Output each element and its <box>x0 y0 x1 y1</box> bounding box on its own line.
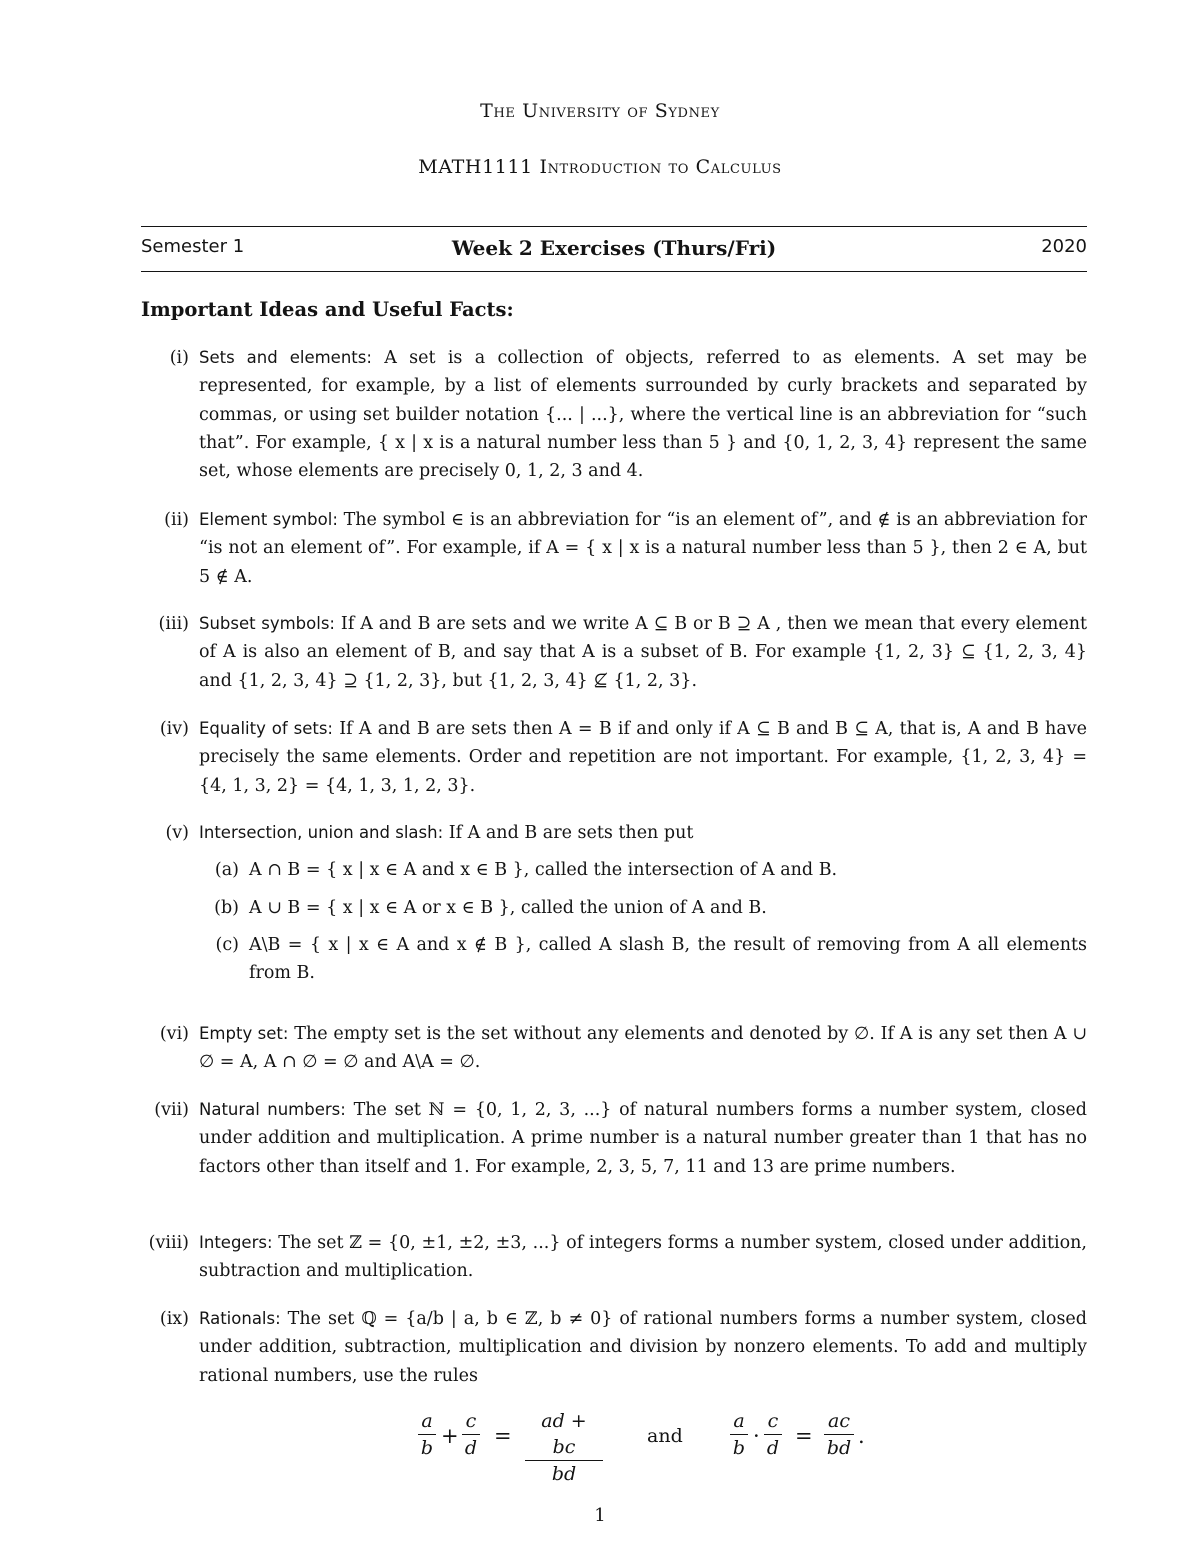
item-number: (vi) <box>159 1024 189 1044</box>
sub-item-text: A ∩ B = { x | x ∈ A and x ∈ B }, called the intersection of A and B. <box>249 860 838 881</box>
item-text: If A and B are sets then put <box>448 823 694 843</box>
rational-rules-formula <box>0 1408 1200 1485</box>
item-number: (i) <box>169 348 189 368</box>
denominator: b <box>732 1437 746 1459</box>
page-number: 1 <box>594 1505 606 1526</box>
fraction-product-result <box>824 1408 854 1461</box>
course-title: MATH1111 Introduction to Calculus <box>418 156 782 178</box>
numerator: a <box>418 1408 436 1435</box>
fraction-c-over-d <box>462 1408 480 1461</box>
sub-list-item <box>199 931 1087 988</box>
and-word: and <box>647 1425 683 1447</box>
item-body <box>199 1229 1087 1286</box>
equals-sign: = <box>494 1424 512 1448</box>
item-text: A set is a collection of objects, referred to as elements. A set may be represented, for example, by a list of elements surrounded by curly brackets and separated by commas, or using set builder notation {... | ...}, where the vertical line is an abbreviation for “such that”. For example, { x | x is a natural number less than 5 } and {0, 1, 2, 3, 4} represent the same set, whose elements are precisely 0, 1, 2, 3 and 4. <box>199 348 1087 482</box>
denominator: b <box>420 1437 434 1459</box>
item-term: Intersection, union and slash: <box>199 823 444 842</box>
item-term: Subset symbols: <box>199 614 335 633</box>
item-term: Element symbol: <box>199 510 338 529</box>
item-number: (ii) <box>164 510 189 530</box>
denominator: d <box>464 1437 478 1459</box>
sub-list <box>199 856 1087 987</box>
fraction-sum-result <box>525 1408 603 1487</box>
item-body <box>199 1096 1087 1181</box>
sub-item-text: A ∪ B = { x | x ∈ A or x ∈ B }, called the union of A and B. <box>249 897 767 918</box>
item-text: The set ℤ = {0, ±1, ±2, ±3, ...} of integers forms a number system, closed under addition, subtraction and multiplication. <box>199 1233 1087 1282</box>
fraction-a-over-b <box>418 1408 436 1461</box>
item-text: The empty set is the set without any elements and denoted by ∅. If A is any set then A ∪ ∅ = A, A ∩ ∅ = ∅ and A\A = ∅. <box>199 1024 1087 1073</box>
numerator: ad + bc <box>525 1408 603 1461</box>
item-term: Sets and elements: <box>199 348 372 367</box>
item-body <box>199 1020 1087 1077</box>
sub-item-number: (a) <box>214 860 239 881</box>
sheet-title: Week 2 Exercises (Thurs/Fri) <box>451 236 777 260</box>
item-number: (iii) <box>158 614 189 634</box>
item-body <box>199 610 1087 695</box>
item-term: Equality of sets: <box>199 719 333 738</box>
formula-period: . <box>858 1424 865 1448</box>
fraction-a-over-b <box>730 1408 748 1461</box>
equals-sign: = <box>795 1424 813 1448</box>
item-number: (ix) <box>159 1309 189 1329</box>
item-number: (iv) <box>159 719 189 739</box>
semester-label: Semester 1 <box>141 236 245 257</box>
denominator: bd <box>551 1463 577 1485</box>
item-number: (viii) <box>148 1233 189 1253</box>
item-body <box>199 1305 1087 1390</box>
item-text: The set ℚ = {a/b | a, b ∈ ℤ, b ≠ 0} of rational numbers forms a number system, closed under addition, subtraction, multiplication and division by nonzero elements. To add and multiply rational numbers, use the rules <box>199 1309 1087 1386</box>
university-name: The University of Sydney <box>480 100 720 122</box>
item-term: Rationals: <box>199 1309 281 1328</box>
numerator: c <box>764 1408 782 1435</box>
sub-item-number: (b) <box>214 897 239 918</box>
year-label: 2020 <box>1041 236 1087 257</box>
item-term: Empty set: <box>199 1024 289 1043</box>
dot-operator: · <box>753 1424 760 1448</box>
sub-item-number: (c) <box>215 934 239 955</box>
sub-list-item <box>199 894 1087 922</box>
header-row <box>141 236 1087 262</box>
fraction-c-over-d <box>764 1408 782 1461</box>
item-text: If A and B are sets then A = B if and only if A ⊆ B and B ⊆ A, that is, A and B have precisely the same elements. Order and repetition are not important. For example, {1, 2, 3, 4} = {4, 1, 3, 2} = {4, 1, 3, 1, 2, 3}. <box>199 719 1087 796</box>
item-text: The symbol ∈ is an abbreviation for “is an element of”, and ∉ is an abbreviation for “is not an element of”. For example, if A = { x | x is a natural number less than 5 }, then 2 ∈ A, but 5 ∉ A. <box>199 510 1087 587</box>
item-text: The set ℕ = {0, 1, 2, 3, ...} of natural numbers forms a number system, closed under addition and multiplication. A prime number is a natural number greater than 1 that has no factors other than itself and 1. For example, 2, 3, 5, 7, 11 and 13 are prime numbers. <box>199 1100 1087 1177</box>
numerator: ac <box>824 1408 854 1435</box>
section-heading: Important Ideas and Useful Facts: <box>141 298 514 321</box>
item-text: If A and B are sets and we write A ⊆ B or B ⊇ A , then we mean that every element of A is also an element of B, and say that A is a subset of B. For example {1, 2, 3} ⊆ {1, 2, 3, 4} and {1, 2, 3, 4} ⊇ {1, 2, 3}, but {1, 2, 3, 4} ⊈ {1, 2, 3}. <box>199 614 1088 691</box>
item-number: (vii) <box>154 1100 189 1120</box>
header-rule-top <box>141 226 1087 227</box>
item-body <box>199 344 1087 485</box>
denominator: d <box>766 1437 780 1459</box>
item-number: (v) <box>165 823 189 843</box>
item-term: Integers: <box>199 1233 273 1252</box>
item-body <box>199 506 1087 591</box>
header-rule-bottom <box>141 271 1087 272</box>
item-term: Natural numbers: <box>199 1100 346 1119</box>
sub-list-item <box>199 856 1087 884</box>
numerator: c <box>462 1408 480 1435</box>
numerator: a <box>730 1408 748 1435</box>
plus-sign: + <box>441 1424 459 1448</box>
item-body <box>199 819 1087 996</box>
sub-item-text: A\B = { x | x ∈ A and x ∉ B }, called A slash B, the result of removing from A all elements from B. <box>249 934 1087 984</box>
denominator: bd <box>826 1437 852 1459</box>
item-body <box>199 715 1087 800</box>
